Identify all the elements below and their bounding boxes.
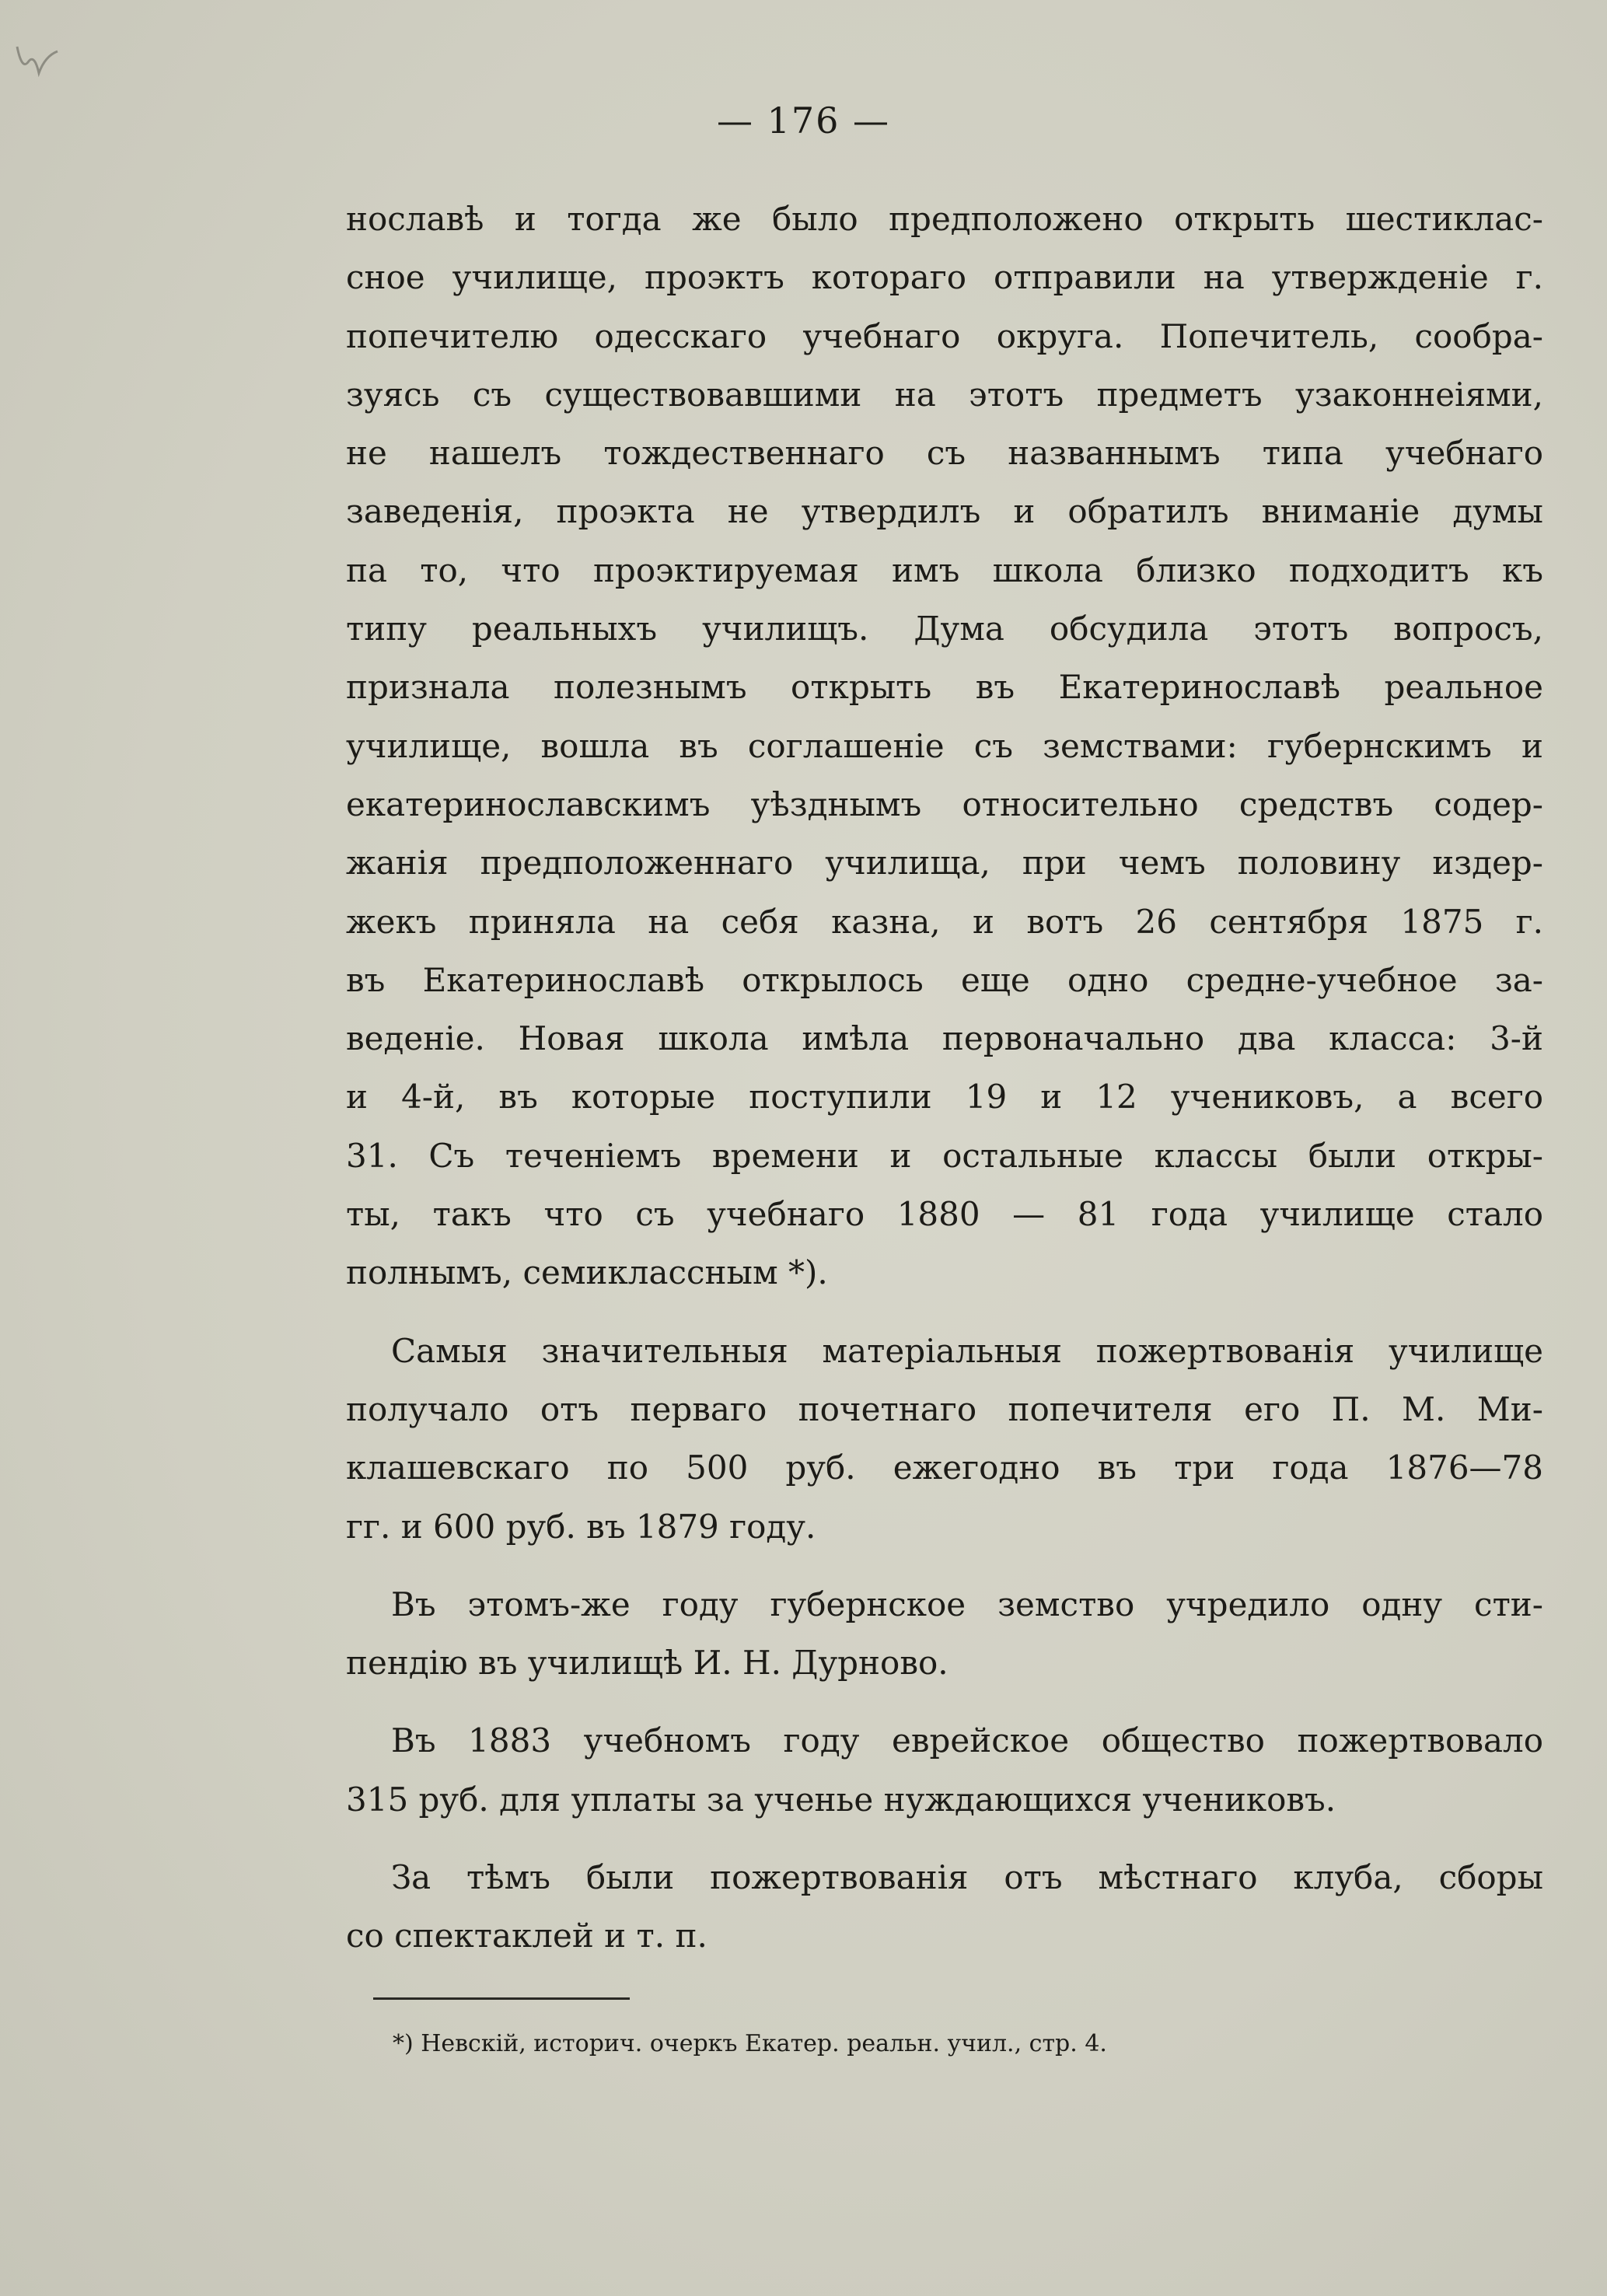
paragraph [346, 1711, 1543, 1829]
text-line: полнымъ, семиклассным *). [346, 1253, 828, 1292]
text-line: 31. Съ теченіемъ времени и остальные классы были откры- [346, 1136, 1543, 1175]
paragraph [346, 1322, 1543, 1556]
pencil-mark-icon [11, 39, 73, 86]
text-line: па то, что проэктируемая имъ школа близко подходитъ къ [346, 550, 1543, 589]
text-line: Въ 1883 учебномъ году еврейское общество пожертвовало [391, 1721, 1543, 1760]
paragraph-gap [346, 1302, 1543, 1322]
text-line: зуясь съ существовавшими на этотъ предметъ узаконнеіями, [346, 375, 1543, 414]
text-line: жанія предположеннаго училища, при чемъ половину издер- [346, 844, 1543, 882]
text-line: сное училище, проэктъ котораго отправили на утвержденіе г. [346, 258, 1543, 297]
footnote: *) Невскій, историч. очеркъ Екатер. реальн. учил., стр. 4. [393, 2030, 1107, 2057]
text-line: жекъ приняла на себя казна, и вотъ 26 сентября 1875 г. [346, 902, 1543, 941]
footnote-rule [373, 1997, 630, 2000]
text-line: клашевскаго по 500 руб. ежегодно въ три года 1876—78 [346, 1449, 1543, 1487]
text-line: гг. и 600 руб. въ 1879 году. [346, 1507, 816, 1546]
paragraph-gap [346, 1692, 1543, 1711]
text-line: не нашелъ тождественнаго съ названнымъ типа учебнаго [346, 434, 1543, 473]
text-line: Самыя значительныя матеріальныя пожертвованія училище [391, 1331, 1543, 1370]
text-line: попечителю одесскаго учебнаго округа. Попечитель, сообра- [346, 316, 1543, 355]
text-line: со спектаклей и т. п. [346, 1917, 707, 1955]
text-line: нославѣ и тогда же было предположено открыть шестиклас- [346, 200, 1543, 238]
text-line: въ Екатеринославѣ открылось еще одно средне-учебное за- [346, 960, 1543, 999]
text-line: заведенія, проэкта не утвердилъ и обратилъ вниманіе думы [346, 492, 1543, 531]
paragraph [346, 190, 1543, 1302]
paragraph-gap [346, 1829, 1543, 1848]
text-line: получало отъ перваго почетнаго попечителя его П. М. Ми- [346, 1389, 1543, 1428]
text-line: и 4-й, въ которые поступили 19 и 12 учениковъ, а всего [346, 1078, 1543, 1117]
paragraph [346, 1575, 1543, 1693]
text-line: типу реальныхъ училищъ. Дума обсудила этотъ вопросъ, [346, 610, 1543, 648]
body-text [346, 190, 1543, 1966]
text-line: 315 руб. для уплаты за ученье нуждающихся учениковъ. [346, 1780, 1336, 1819]
text-line: пендію въ училищѣ И. Н. Дурново. [346, 1644, 948, 1683]
text-line: ты, такъ что съ учебнаго 1880 — 81 года училище стало [346, 1195, 1543, 1234]
text-line: училище, вошла въ соглашеніе съ земствами: губернскимъ и [346, 726, 1543, 765]
text-line: признала полезнымъ открыть въ Екатеринославѣ реальное [346, 668, 1543, 707]
paragraph [346, 1848, 1543, 1966]
text-line: За тѣмъ были пожертвованія отъ мѣстнаго клуба, сборы [391, 1858, 1543, 1897]
text-line: веденіе. Новая школа имѣла первоначально два класса: 3-й [346, 1019, 1543, 1058]
page-number: — 176 — [716, 100, 891, 142]
text-line: екатеринославскимъ уѣзднымъ относительно средствъ содер- [346, 785, 1543, 823]
text-line: Въ этомъ-же году губернское земство учредило одну сти- [391, 1585, 1543, 1623]
paragraph-gap [346, 1556, 1543, 1575]
